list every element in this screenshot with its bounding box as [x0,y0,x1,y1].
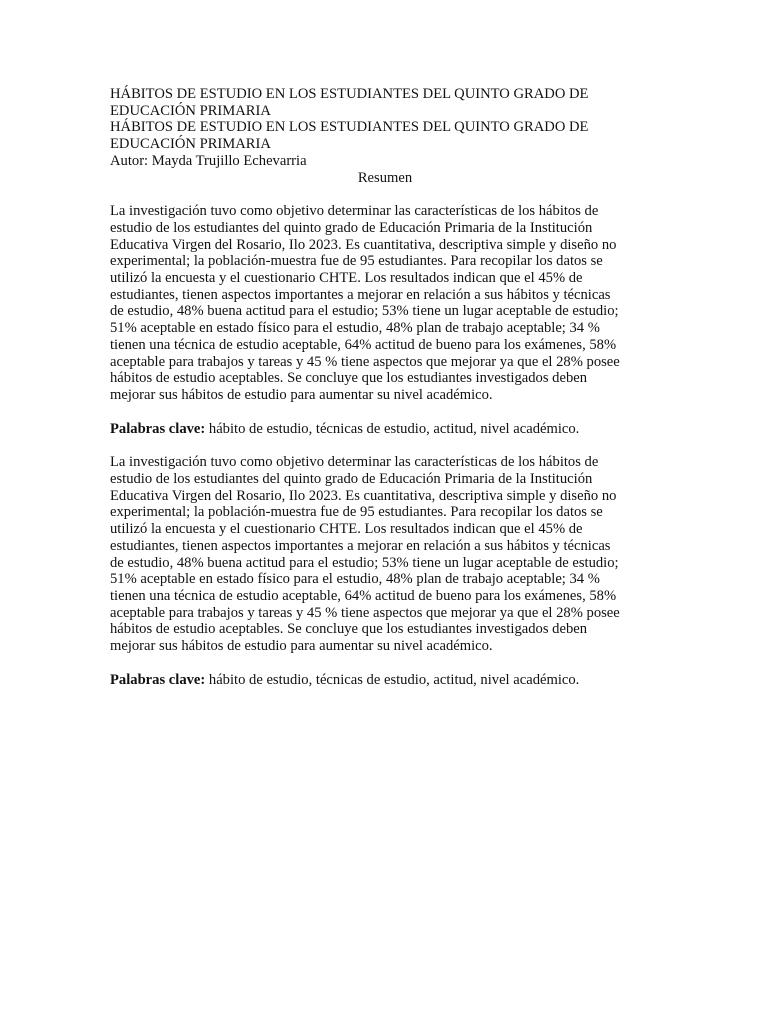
paragraph-line: experimental; la población-muestra fue de 95 estudiantes. Para recopilar los datos se [110,253,603,270]
spacer [110,404,660,421]
paragraph-line: hábitos de estudio aceptables. Se concluye que los estudiantes investigados deben [110,621,588,638]
spacer [110,186,660,203]
spacer [110,437,660,454]
keywords-label: Palabras clave: [110,420,206,437]
abstract-paragraph [110,454,660,654]
paragraph-line: mejorar sus hábitos de estudio para aumentar su nivel académico. [110,386,493,403]
title-line: HÁBITOS DE ESTUDIO EN LOS ESTUDIANTES DEL QUINTO GRADO DE [110,86,589,102]
paragraph-line: de estudio, 48% buena actitud para el estudio; 53% tiene un lugar aceptable de estudio; [110,554,619,571]
keywords-line [110,672,660,689]
paragraph-line: estudiantes, tienen aspectos importantes a mejorar en relación a sus hábitos y técnicas [110,537,611,554]
paragraph-line: La investigación tuvo como objetivo determinar las características de los hábitos de [110,203,599,220]
paragraph-line: tienen una técnica de estudio aceptable, 64% actitud de bueno para los exámenes, 58% [110,336,617,353]
paragraph-line: Educativa Virgen del Rosario, Ilo 2023. Es cuantitativa, descriptiva simple y diseño no [110,487,617,504]
paragraph-line: Educativa Virgen del Rosario, Ilo 2023. Es cuantitativa, descriptiva simple y diseño no [110,236,617,253]
keywords-label: Palabras clave: [110,671,206,688]
title-line: EDUCACIÓN PRIMARIA [110,102,271,119]
abstract-paragraph [110,203,660,403]
document-page [110,86,660,689]
paragraph-line: aceptable para trabajos y tareas y 45 % tiene aspectos que mejorar ya que el 28% posee [110,353,620,370]
paragraph-line: experimental; la población-muestra fue de 95 estudiantes. Para recopilar los datos se [110,504,603,521]
title-line: HÁBITOS DE ESTUDIO EN LOS ESTUDIANTES DEL QUINTO GRADO DE [110,119,589,136]
title-line: EDUCACIÓN PRIMARIA [110,136,271,153]
author-line: Autor: Mayda Trujillo Echevarria [110,152,307,169]
paragraph-line: de estudio, 48% buena actitud para el estudio; 53% tiene un lugar aceptable de estudio; [110,303,619,320]
paragraph-line: La investigación tuvo como objetivo determinar las características de los hábitos de [110,454,599,471]
keywords-text: hábito de estudio, técnicas de estudio, actitud, nivel académico. [205,671,580,688]
paragraph-line: estudiantes, tienen aspectos importantes a mejorar en relación a sus hábitos y técnicas [110,286,611,303]
paragraph-line: tienen una técnica de estudio aceptable, 64% actitud de bueno para los exámenes, 58% [110,587,617,604]
paragraph-line: utilizó la encuesta y el cuestionario CHTE. Los resultados indican que el 45% de [110,270,583,287]
spacer [110,655,660,672]
paragraph-line: 51% aceptable en estado físico para el estudio, 48% plan de trabajo aceptable; 34 % [110,571,600,588]
paragraph-line: aceptable para trabajos y tareas y 45 % tiene aspectos que mejorar ya que el 28% posee [110,604,620,621]
paragraph-line: estudio de los estudiantes del quinto grado de Educación Primaria de la Institución [110,219,593,236]
abstract-heading: Resumen [357,169,413,186]
paragraph-line: 51% aceptable en estado físico para el estudio, 48% plan de trabajo aceptable; 34 % [110,320,600,337]
keywords-line [110,421,660,438]
paragraph-line: mejorar sus hábitos de estudio para aumentar su nivel académico. [110,638,493,655]
paragraph-line: utilizó la encuesta y el cuestionario CHTE. Los resultados indican que el 45% de [110,521,583,538]
keywords-text: hábito de estudio, técnicas de estudio, actitud, nivel académico. [205,420,580,437]
paragraph-line: hábitos de estudio aceptables. Se concluye que los estudiantes investigados deben [110,370,588,387]
paragraph-line: estudio de los estudiantes del quinto grado de Educación Primaria de la Institución [110,471,593,488]
